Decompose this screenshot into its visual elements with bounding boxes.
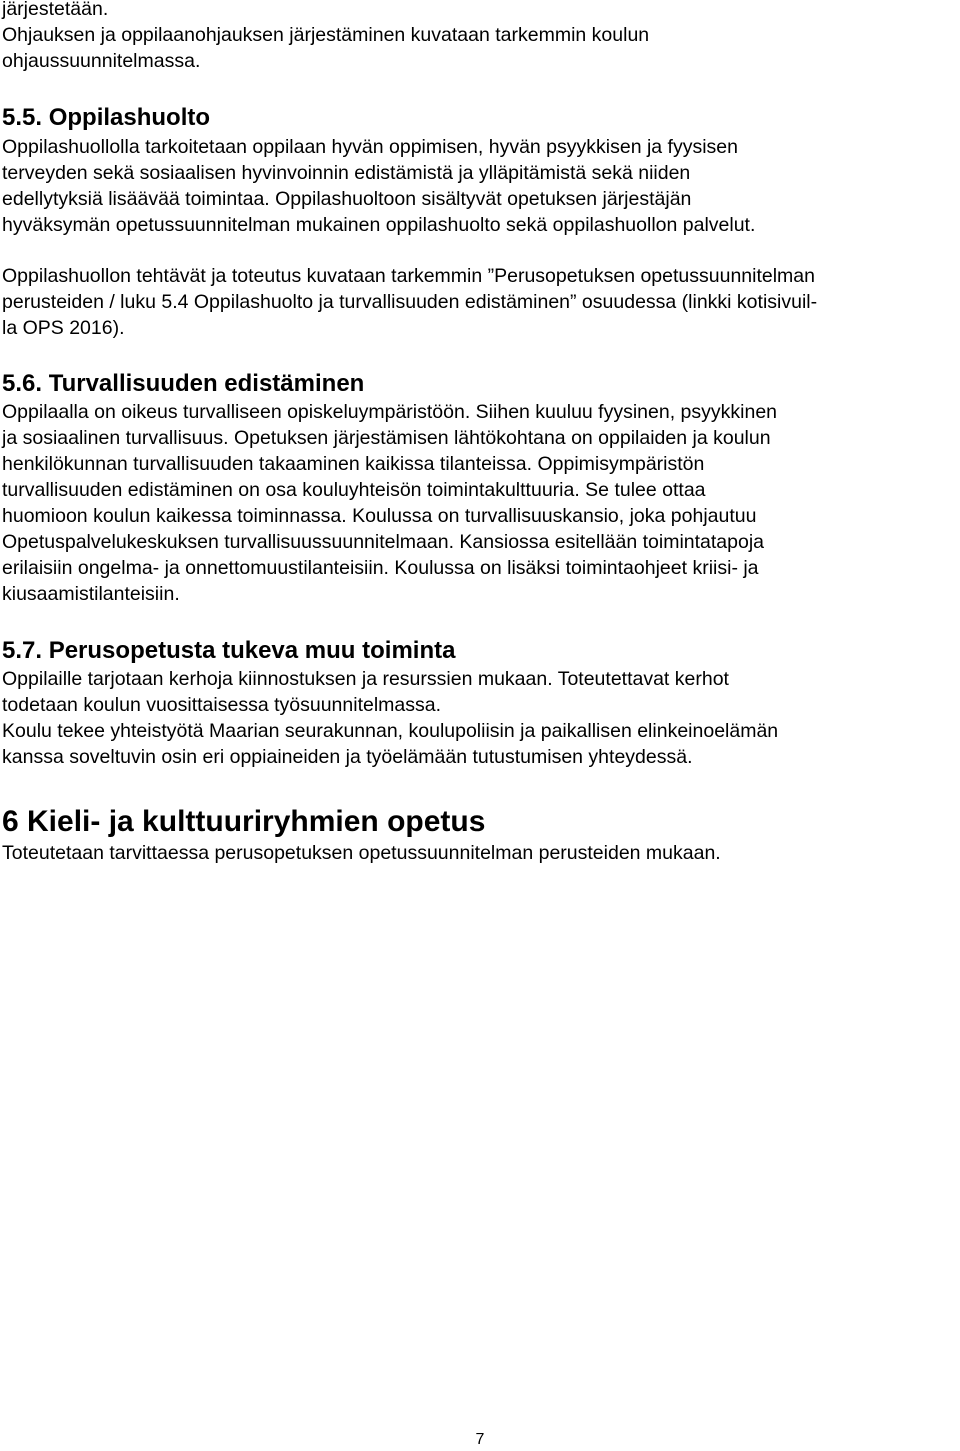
paragraph-line: todetaan koulun vuosittaisessa työsuunnitelmassa. (2, 694, 442, 716)
paragraph-line: la OPS 2016). (2, 317, 125, 339)
paragraph-line: Opetuspalvelukeskuksen turvallisuussuunnitelmaan. Kansiossa esitellään toimintatapoja (2, 531, 765, 553)
intro-line: järjestetään. (2, 0, 109, 20)
section-heading-5-6 (2, 369, 364, 399)
section-number: 5.5. (2, 104, 43, 131)
section-title: Oppilashuolto (48, 104, 211, 131)
paragraph-line: erilaisiin ongelma- ja onnettomuustilanteisiin. Koulussa on lisäksi toimintaohjeet kriisi- ja (2, 557, 759, 579)
paragraph-line: Koulu tekee yhteistyötä Maarian seurakunnan, koulupoliisin ja paikallisen elinkeinoelämän (2, 720, 779, 742)
section-heading-5-5 (2, 103, 210, 133)
paragraph-line: hyväksymän opetussuunnitelman mukainen oppilashuolto sekä oppilashuollon palvelut. (2, 214, 756, 236)
paragraph-line: terveyden sekä sosiaalisen hyvinvoinnin edistämistä ja ylläpitämistä sekä niiden (2, 162, 691, 184)
paragraph-line: kiusaamistilanteisiin. (2, 583, 180, 605)
paragraph-line: huomioon koulun kaikessa toiminnassa. Koulussa on turvallisuuskansio, joka pohjautuu (2, 505, 757, 527)
section-number: 5.6. (2, 370, 43, 397)
page-number: 7 (475, 1431, 485, 1448)
section-number: 5.7. (2, 637, 43, 664)
section-title: Perusopetusta tukeva muu toiminta (48, 637, 456, 664)
intro-line: ohjaussuunnitelmassa. (2, 50, 201, 72)
paragraph-line: Oppilashuollolla tarkoitetaan oppilaan hyvän oppimisen, hyvän psyykkisen ja fyysisen (2, 136, 739, 158)
intro-line: Ohjauksen ja oppilaanohjauksen järjestäminen kuvataan tarkemmin koulun (2, 24, 650, 46)
section-title: Turvallisuuden edistäminen (48, 370, 365, 397)
paragraph-line: Toteutetaan tarvittaessa perusopetuksen opetussuunnitelman perusteiden mukaan. (2, 842, 721, 864)
chapter-heading-6: 6 Kieli- ja kulttuuriryhmien opetus (2, 805, 486, 838)
paragraph-line: Oppilaille tarjotaan kerhoja kiinnostuksen ja resurssien mukaan. Toteutettavat kerhot (2, 668, 729, 690)
paragraph-line: edellytyksiä lisäävää toimintaa. Oppilashuoltoon sisältyvät opetuksen järjestäjän (2, 188, 692, 210)
paragraph-line: perusteiden / luku 5.4 Oppilashuolto ja turvallisuuden edistäminen” osuudessa (linkki kotisivuil- (2, 291, 818, 313)
paragraph-line: turvallisuuden edistäminen on osa kouluyhteisön toimintakulttuuria. Se tulee ottaa (2, 479, 706, 501)
section-heading-5-7 (2, 636, 455, 666)
paragraph-line: kanssa soveltuvin osin eri oppiaineiden ja työelämään tutustumisen yhteydessä. (2, 746, 693, 768)
paragraph-line: Oppilaalla on oikeus turvalliseen opiskeluympäristöön. Siihen kuuluu fyysinen, psyykkinen (2, 401, 778, 423)
paragraph-line: henkilökunnan turvallisuuden takaaminen kaikissa tilanteissa. Oppimisympäristön (2, 453, 705, 475)
paragraph-line: ja sosiaalinen turvallisuus. Opetuksen järjestämisen lähtökohtana on oppilaiden ja koulun (2, 427, 771, 449)
paragraph-line: Oppilashuollon tehtävät ja toteutus kuvataan tarkemmin ”Perusopetuksen opetussuunnitelman (2, 265, 815, 287)
